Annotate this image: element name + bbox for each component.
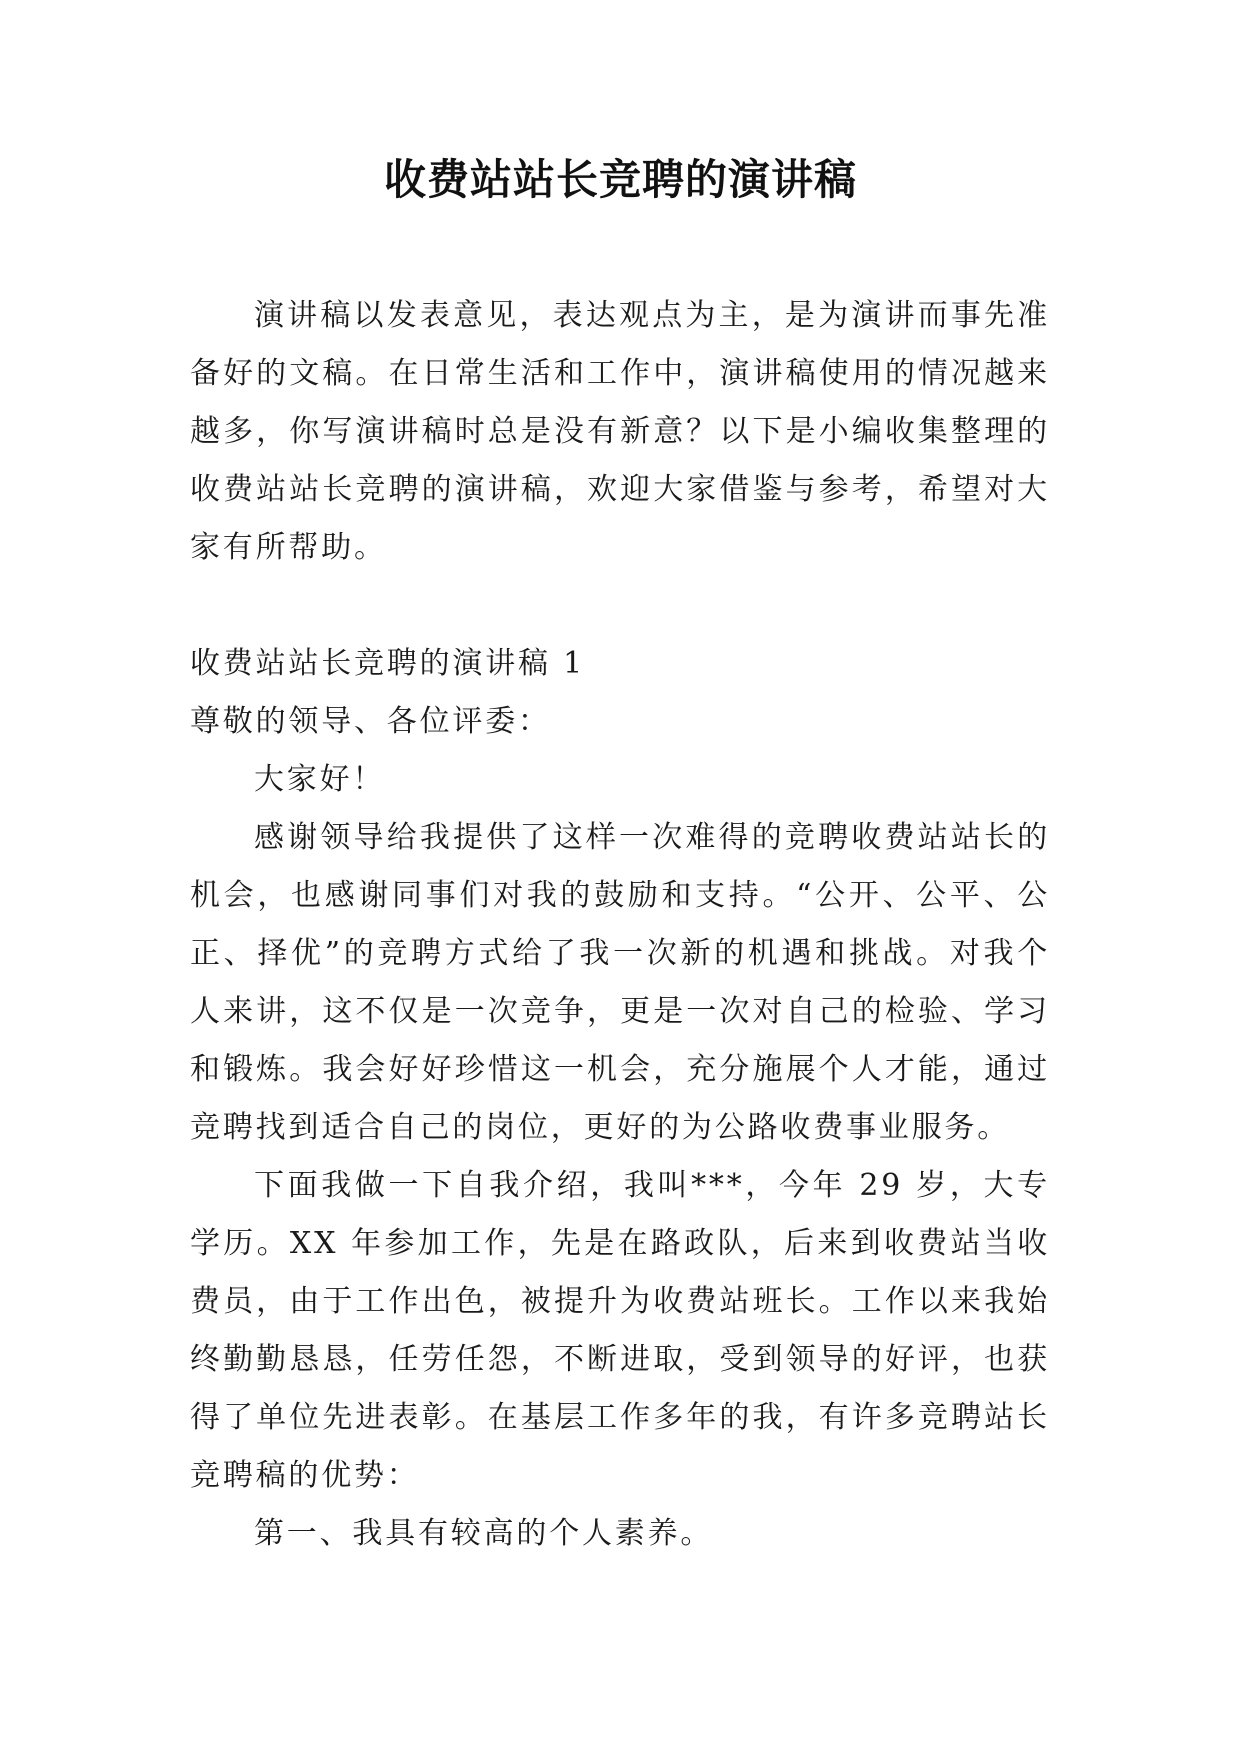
body-paragraph: 下面我做一下自我介绍，我叫***，今年 29 岁，大专学历。XX 年参加工作，先是在路政队，后来到收费站当收费员，由于工作出色，被提升为收费站班长。工作以来我始终勤勤恳恳，任劳任怨，不断进取，受到领导的好评，也获得了单位先进表彰。在基层工作多年的我，有许多竞聘站长竞聘稿的优势：	[190, 1168, 1050, 1493]
document-body	[190, 287, 1050, 1563]
salutation: 尊敬的领导、各位评委：	[190, 704, 551, 739]
body-paragraph: 感谢领导给我提供了这样一次难得的竞聘收费站站长的机会，也感谢同事们对我的鼓励和支持。“公开、公平、公正、择优”的竞聘方式给了我一次新的机遇和挑战。对我个人来讲，这不仅是一次竞争，更是一次对自己的检验、学习和锻炼。我会好好珍惜这一机会，充分施展个人才能，通过竞聘找到适合自己的岗位，更好的为公路收费事业服务。	[190, 820, 1050, 1145]
section-heading: 收费站站长竞聘的演讲稿 1	[190, 646, 586, 681]
intro-paragraph: 演讲稿以发表意见，表达观点为主，是为演讲而事先准备好的文稿。在日常生活和工作中，演讲稿使用的情况越来越多，你写演讲稿时总是没有新意？以下是小编收集整理的收费站站长竞聘的演讲稿，欢迎大家借鉴与参考，希望对大家有所帮助。	[190, 298, 1050, 565]
greeting: 大家好！	[254, 762, 386, 797]
body-paragraph: 第一、我具有较高的个人素养。	[254, 1516, 714, 1551]
document-title: 收费站站长竞聘的演讲稿	[383, 155, 857, 204]
